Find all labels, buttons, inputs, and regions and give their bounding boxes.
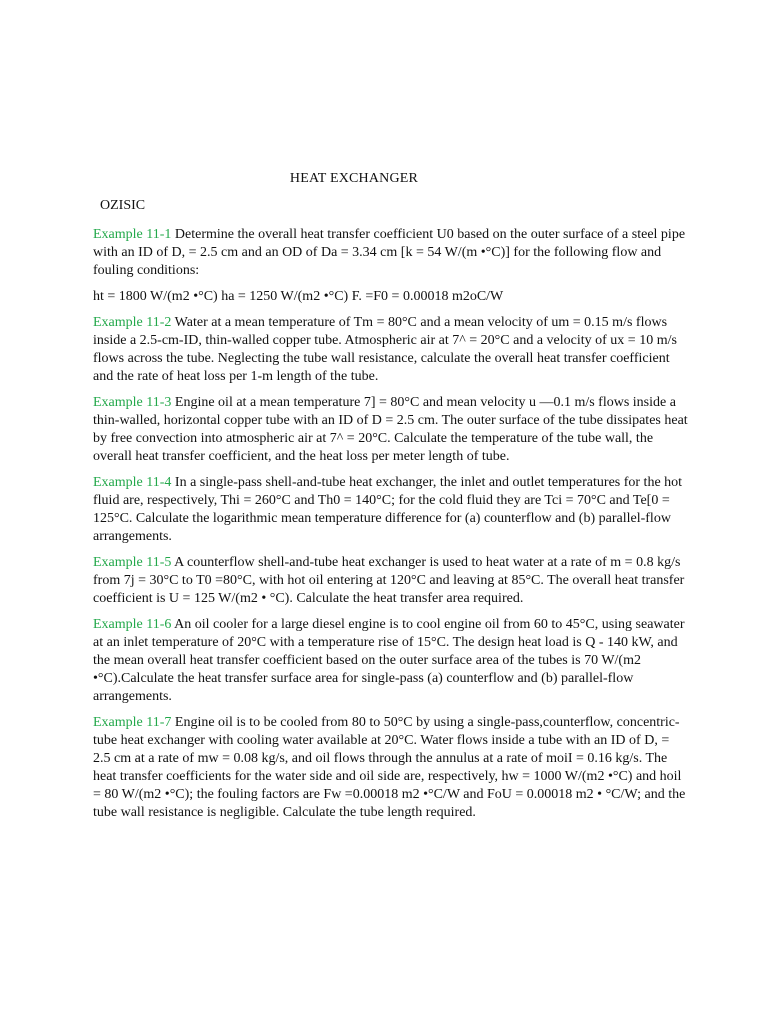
example-text: Water at a mean temperature of Tm = 80°C and a mean velocity of um = 0.15 m/s flows inside a 2.5-cm-ID, thin-walled copper tube. Atmospheric air at 7^ = 20°C and a velocity of ux = 10 m/s flows across the tube. Neglecting the tube wall resistance, calculate the overall heat transfer coefficient and the rate of heat loss per 1-m length of the tube.	[93, 315, 677, 384]
example-paragraph	[93, 394, 688, 466]
example-label: Example 11-3	[93, 395, 172, 410]
document-author: OZISIC	[100, 198, 146, 213]
example-text: An oil cooler for a large diesel engine is to cool engine oil from 60 to 45°C, using seawater at an inlet temperature of 20°C with a temperature rise of 15°C. The design heat load is Q - 140 kW, and the mean overall heat transfer coefficient based on the outer surface area of the tubes is 70 W/(m2 •°C).Calculate the heat transfer surface area for single-pass (a) counterflow and (b) parallel-flow arrangements.	[93, 617, 685, 704]
example-paragraph	[93, 616, 688, 706]
example-label: Example 11-7	[93, 715, 172, 730]
example-label: Example 11-2	[93, 315, 172, 330]
conditions-text: ht = 1800 W/(m2 •°C) ha = 1250 W/(m2 •°C) F. =F0 = 0.00018 m2oC/W	[93, 289, 504, 304]
example-paragraph	[93, 474, 688, 546]
example-paragraph	[93, 314, 688, 386]
example-text: Engine oil is to be cooled from 80 to 50°C by using a single-pass,counterflow, concentric-tube heat exchanger with cooling water available at 20°C. Water flows inside a tube with an ID of D, = 2.5 cm at a rate of mw = 0.08 kg/s, and oil flows through the annulus at a rate of moiI = 0.16 kg/s. The heat transfer coefficients for the water side and oil side are, respectively, hw = 1000 W/(m2 •°C) and hoil = 80 W/(m2 •°C); the fouling factors are Fw =0.00018 m2 •°C/W and FoU = 0.00018 m2 • °C/W; and the tube wall resistance is negligible. Calculate the tube length required.	[93, 715, 686, 820]
conditions-line	[93, 288, 688, 306]
example-paragraph	[93, 554, 688, 608]
example-label: Example 11-5	[93, 555, 172, 570]
example-text: In a single-pass shell-and-tube heat exchanger, the inlet and outlet temperatures for the hot fluid are, respectively, Thi = 260°C and Th0 = 140°C; for the cold fluid they are Tci = 70°C and Te[0 = 125°C. Calculate the logarithmic mean temperature difference for (a) counterflow and (b) parallel-flow arrangements.	[93, 475, 683, 544]
example-label: Example 11-6	[93, 617, 172, 632]
example-label: Example 11-1	[93, 227, 172, 242]
example-text: Determine the overall heat transfer coefficient U0 based on the outer surface of a steel pipe with an ID of D, = 2.5 cm and an OD of Da = 3.34 cm [k = 54 W/(m •°C)] for the following flow and fouling conditions:	[93, 227, 686, 278]
example-paragraph	[93, 714, 688, 822]
document-title: HEAT EXCHANGER	[289, 171, 419, 186]
example-paragraph	[93, 226, 688, 280]
example-label: Example 11-4	[93, 475, 172, 490]
example-text: A counterflow shell-and-tube heat exchanger is used to heat water at a rate of m = 0.8 kg/s from 7j = 30°C to T0 =80°C, with hot oil entering at 120°C and leaving at 85°C. The overall heat transfer coefficient is U = 125 W/(m2 • °C). Calculate the heat transfer area required.	[93, 555, 685, 606]
examples-list	[93, 226, 688, 830]
example-text: Engine oil at a mean temperature 7] = 80°C and mean velocity u —0.1 m/s flows inside a thin-walled, horizontal copper tube with an ID of D = 2.5 cm. The outer surface of the tube dissipates heat by free convection into atmospheric air at 7^ = 20°C. Calculate the temperature of the tube wall, the overall heat transfer coefficient, and the heat loss per meter length of tube.	[93, 395, 688, 464]
